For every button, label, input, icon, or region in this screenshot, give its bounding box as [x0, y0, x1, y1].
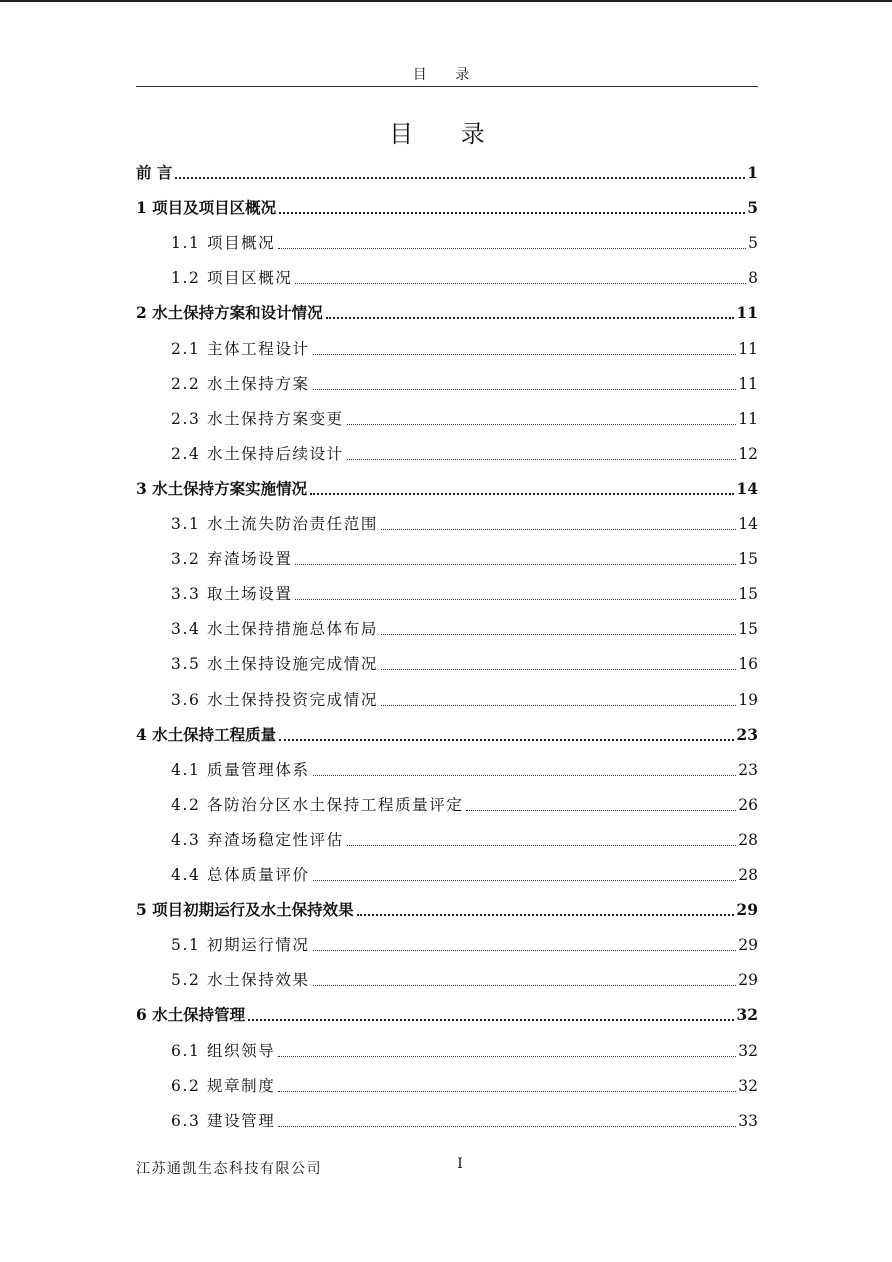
- toc-entry-label: 4.2 各防治分区水土保持工程质量评定: [171, 796, 464, 814]
- toc-dot-leader: [313, 880, 737, 881]
- toc-entry-page: 23: [736, 725, 758, 744]
- toc-dot-leader: [278, 1126, 736, 1127]
- toc-entry-label: 2.2 水土保持方案: [171, 375, 310, 393]
- toc-section-entry[interactable]: [136, 1039, 758, 1063]
- toc-entry-label: 6 水土保持管理: [136, 1005, 246, 1024]
- toc-entry-page: 5: [748, 234, 758, 252]
- toc-dot-leader: [175, 177, 745, 179]
- toc-entry-page: 32: [736, 1005, 758, 1024]
- header-rule: [136, 86, 758, 87]
- toc-entry-page: 32: [738, 1042, 758, 1060]
- toc-dot-leader: [295, 283, 746, 284]
- toc-section-entry[interactable]: [136, 372, 758, 396]
- toc-section-entry[interactable]: [136, 652, 758, 676]
- toc-entry-page: 11: [736, 303, 758, 322]
- toc-entry-label: 2.1 主体工程设计: [171, 340, 310, 358]
- toc-dot-leader: [295, 564, 736, 565]
- toc-chapter-entry[interactable]: [136, 301, 758, 325]
- toc-entry-page: 19: [738, 691, 758, 709]
- toc-section-entry[interactable]: [136, 933, 758, 957]
- page-title: 目 录: [389, 120, 505, 148]
- toc-entry-page: 29: [738, 936, 758, 954]
- toc-entry-page: 11: [738, 340, 758, 358]
- toc-entry-page: 26: [738, 796, 758, 814]
- toc-entry-label: 6.3 建设管理: [171, 1112, 276, 1130]
- toc-dot-leader: [313, 389, 737, 390]
- toc-chapter-entry[interactable]: [136, 1003, 758, 1027]
- toc-section-entry[interactable]: [136, 266, 758, 290]
- toc-dot-leader: [295, 599, 736, 600]
- toc-dot-leader: [381, 669, 736, 670]
- toc-section-entry[interactable]: [136, 407, 758, 431]
- toc-chapter-entry[interactable]: [136, 898, 758, 922]
- toc-section-entry[interactable]: [136, 863, 758, 887]
- toc-dot-leader: [347, 424, 736, 425]
- toc-entry-label: 2 水土保持方案和设计情况: [136, 303, 323, 322]
- toc-section-entry[interactable]: [136, 688, 758, 712]
- toc-chapter-entry[interactable]: [136, 723, 758, 747]
- toc-entry-label: 3.2 弃渣场设置: [171, 550, 293, 568]
- toc-section-entry[interactable]: [136, 231, 758, 255]
- toc-section-entry[interactable]: [136, 1109, 758, 1133]
- toc-section-entry[interactable]: [136, 512, 758, 536]
- toc-entry-label: 5.2 水土保持效果: [171, 971, 310, 989]
- toc-entry-page: 14: [736, 479, 758, 498]
- toc-dot-leader: [466, 810, 736, 811]
- toc-section-entry[interactable]: [136, 337, 758, 361]
- toc-section-entry[interactable]: [136, 442, 758, 466]
- toc-entry-page: 11: [738, 375, 758, 393]
- toc-chapter-entry[interactable]: [136, 196, 758, 220]
- toc-entry-page: 32: [738, 1077, 758, 1095]
- footer-company-name: 江苏通凯生态科技有限公司: [136, 1161, 322, 1177]
- toc-dot-leader: [278, 1056, 736, 1057]
- toc-dot-leader: [381, 634, 736, 635]
- toc-section-entry[interactable]: [136, 758, 758, 782]
- toc-dot-leader: [279, 739, 734, 741]
- running-header: 目 录: [412, 67, 482, 83]
- toc-entry-page: 15: [738, 620, 758, 638]
- toc-section-entry[interactable]: [136, 1074, 758, 1098]
- toc-section-entry[interactable]: [136, 617, 758, 641]
- toc-entry-label: 5.1 初期运行情况: [171, 936, 310, 954]
- toc-entry-page: 29: [738, 971, 758, 989]
- toc-section-entry[interactable]: [136, 793, 758, 817]
- toc-entry-label: 1 项目及项目区概况: [136, 198, 277, 217]
- toc-entry-label: 3.1 水土流失防治责任范围: [171, 515, 378, 533]
- toc-section-entry[interactable]: [136, 828, 758, 852]
- toc-dot-leader: [313, 950, 737, 951]
- toc-entry-page: 5: [747, 198, 758, 217]
- toc-section-entry[interactable]: [136, 582, 758, 606]
- toc-entry-label: 3.4 水土保持措施总体布局: [171, 620, 378, 638]
- toc-entry-page: 28: [738, 866, 758, 884]
- toc-dot-leader: [248, 1019, 734, 1021]
- toc-entry-label: 4.4 总体质量评价: [171, 866, 310, 884]
- toc-dot-leader: [310, 493, 734, 495]
- toc-entry-page: 16: [738, 655, 758, 673]
- toc-entry-page: 14: [738, 515, 758, 533]
- toc-dot-leader: [279, 212, 745, 214]
- toc-entry-label: 4.3 弃渣场稳定性评估: [171, 831, 344, 849]
- toc-entry-label: 4.1 质量管理体系: [171, 761, 310, 779]
- toc-entry-page: 23: [738, 761, 758, 779]
- toc-entry-page: 33: [738, 1112, 758, 1130]
- toc-entry-label: 2.3 水土保持方案变更: [171, 410, 344, 428]
- toc-entry-page: 12: [738, 445, 758, 463]
- toc-dot-leader: [313, 985, 737, 986]
- toc-entry-label: 1.2 项目区概况: [171, 269, 293, 287]
- footer-page-number: I: [457, 1156, 463, 1172]
- toc-entry-label: 3.3 取土场设置: [171, 585, 293, 603]
- toc-dot-leader: [326, 317, 735, 319]
- toc-chapter-entry[interactable]: [136, 161, 758, 185]
- toc-entry-page: 28: [738, 831, 758, 849]
- toc-entry-page: 1: [747, 163, 758, 182]
- toc-dot-leader: [313, 354, 737, 355]
- toc-dot-leader: [313, 775, 737, 776]
- toc-entry-label: 5 项目初期运行及水土保持效果: [136, 900, 354, 919]
- toc-dot-leader: [357, 914, 735, 916]
- toc-entry-label: 3 水土保持方案实施情况: [136, 479, 308, 498]
- toc-dot-leader: [278, 1091, 736, 1092]
- toc-section-entry[interactable]: [136, 968, 758, 992]
- toc-entry-page: 11: [738, 410, 758, 428]
- toc-entry-label: 前 言: [136, 163, 173, 182]
- toc-entry-page: 15: [738, 550, 758, 568]
- toc-entry-label: 1.1 项目概况: [171, 234, 276, 252]
- toc-dot-leader: [347, 459, 736, 460]
- toc-entry-page: 29: [736, 900, 758, 919]
- toc-dot-leader: [347, 845, 736, 846]
- toc-dot-leader: [381, 529, 736, 530]
- toc-dot-leader: [278, 248, 746, 249]
- toc-entry-page: 15: [738, 585, 758, 603]
- toc-entry-label: 4 水土保持工程质量: [136, 725, 277, 744]
- toc-chapter-entry[interactable]: [136, 477, 758, 501]
- toc-entry-label: 3.6 水土保持投资完成情况: [171, 691, 378, 709]
- toc-entry-label: 6.2 规章制度: [171, 1077, 276, 1095]
- toc-entry-page: 8: [748, 269, 758, 287]
- toc-section-entry[interactable]: [136, 547, 758, 571]
- toc-dot-leader: [381, 705, 736, 706]
- toc-entry-label: 3.5 水土保持设施完成情况: [171, 655, 378, 673]
- toc-entry-label: 6.1 组织领导: [171, 1042, 276, 1060]
- top-border-line: [0, 0, 892, 2]
- toc-entry-label: 2.4 水土保持后续设计: [171, 445, 344, 463]
